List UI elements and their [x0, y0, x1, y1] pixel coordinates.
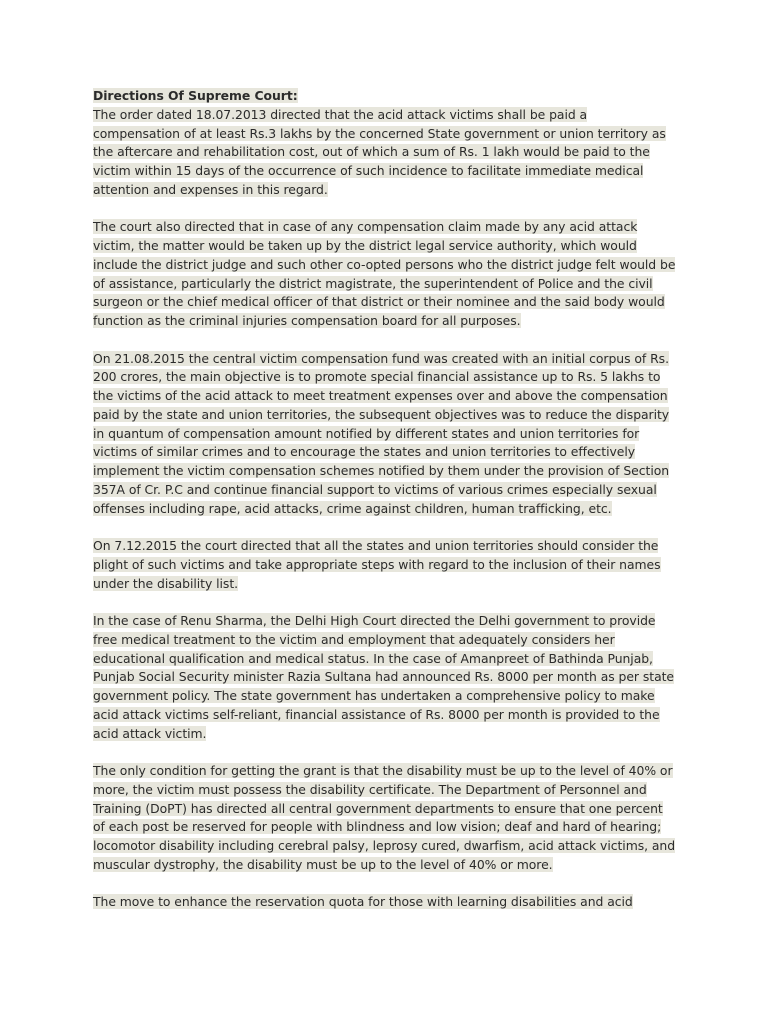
paragraph-6	[93, 762, 676, 875]
paragraph-5	[93, 612, 676, 743]
paragraph-text: The move to enhance the reservation quota for those with learning disabilities and acid	[93, 894, 633, 910]
paragraph-text: On 21.08.2015 the central victim compensation fund was created with an initial corpus of Rs. 200 crores, the main objective is to promote special financial assistance up to Rs. 5 lakhs to the victims of the acid attack to meet treatment expenses over and above the compensation paid by the state and union territories, the subsequent objectives was to reduce the disparity in quantum of compensation amount notified by different states and union territories for victims of similar crimes and to encourage the states and union territories to effectively implement the victim compensation schemes notified by them under the provision of Section 357A of Cr. P.C and continue financial support to victims of various crimes especially sexual offenses including rape, acid attacks, crime against children, human trafficking, etc.	[93, 350, 670, 516]
document-heading	[93, 87, 676, 106]
paragraph-text: On 7.12.2015 the court directed that all the states and union territories should consider the plight of such victims and take appropriate steps with regard to the inclusion of their names under the disability list.	[93, 538, 661, 591]
document-page	[93, 87, 676, 931]
paragraph-2	[93, 218, 676, 331]
paragraph-1	[93, 106, 676, 200]
paragraph-text: The court also directed that in case of any compensation claim made by any acid attack victim, the matter would be taken up by the district legal service authority, which would include the district judge and such other co-opted persons who the district judge felt would be of assistance, particularly the district magistrate, the superintendent of Police and the civil surgeon or the chief medical officer of that district or their nominee and the said body would function as the criminal injuries compensation board for all purposes.	[93, 219, 676, 328]
paragraph-text: The only condition for getting the grant is that the disability must be up to the level of 40% or more, the victim must possess the disability certificate. The Department of Personnel and Training (DoPT) has directed all central government departments to ensure that one percent of each post be reserved for people with blindness and low vision; deaf and hard of hearing; locomotor disability including cerebral palsy, leprosy cured, dwarfism, acid attack victims, and muscular dystrophy, the disability must be up to the level of 40% or more.	[93, 763, 676, 872]
paragraph-7	[93, 893, 676, 912]
paragraph-3	[93, 350, 676, 519]
heading-text: Directions Of Supreme Court:	[93, 88, 298, 103]
paragraph-4	[93, 537, 676, 593]
paragraph-text: The order dated 18.07.2013 directed that the acid attack victims shall be paid a compensation of at least Rs.3 lakhs by the concerned State government or union territory as the aftercare and rehabilitation cost, out of which a sum of Rs. 1 lakh would be paid to the victim within 15 days of the occurrence of such incidence to facilitate immediate medical attention and expenses in this regard.	[93, 106, 666, 197]
paragraph-text: In the case of Renu Sharma, the Delhi High Court directed the Delhi government to provide free medical treatment to the victim and employment that adequately considers her educational qualification and medical status. In the case of Amanpreet of Bathinda Punjab, Punjab Social Security minister Razia Sultana had announced Rs. 8000 per month as per state government policy. The state government has undertaken a comprehensive policy to make acid attack victims self-reliant, financial assistance of Rs. 8000 per month is provided to the acid attack victim.	[93, 613, 674, 741]
